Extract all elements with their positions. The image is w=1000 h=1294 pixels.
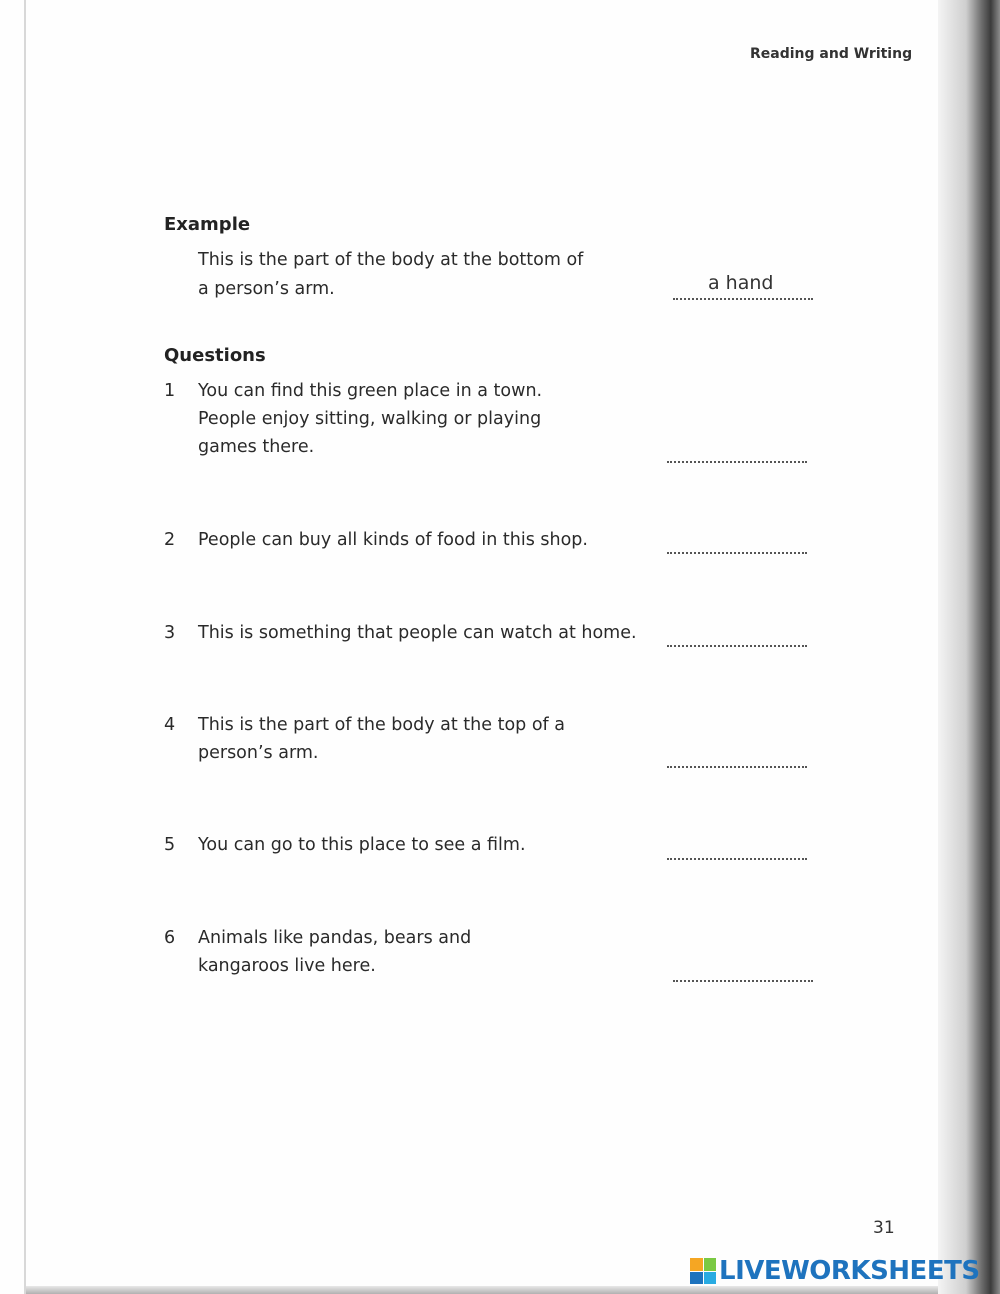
- question-3-line-1: This is something that people can watch at home.: [198, 623, 637, 643]
- example-text-line-2: a person’s arm.: [198, 279, 335, 299]
- questions-heading: Questions: [164, 345, 266, 366]
- question-1-line-1: You can find this green place in a town.: [198, 381, 543, 401]
- question-6-line-1: Animals like pandas, bears and: [198, 928, 472, 948]
- question-1-number: 1: [164, 381, 176, 401]
- book-spine-shadow: [938, 0, 1000, 1294]
- question-2-line-1: People can buy all kinds of food in this shop.: [198, 530, 588, 550]
- example-heading: Example: [164, 214, 251, 235]
- liveworksheets-logo-text: LIVEWORKSHEETS: [719, 1256, 980, 1286]
- question-4-line-2: person’s arm.: [198, 743, 319, 763]
- question-6-answer-field[interactable]: [673, 980, 813, 982]
- question-1-line-3: games there.: [198, 437, 315, 457]
- question-1-answer-field[interactable]: [667, 461, 807, 463]
- question-2-answer-field[interactable]: [667, 552, 807, 554]
- question-5-number: 5: [164, 835, 176, 855]
- liveworksheets-logo-icon: [690, 1258, 716, 1284]
- question-3-number: 3: [164, 623, 176, 643]
- question-3-answer-field[interactable]: [667, 645, 807, 647]
- example-answer: a hand: [708, 272, 774, 294]
- question-5-line-1: You can go to this place to see a film.: [198, 835, 526, 855]
- question-5-answer-field[interactable]: [667, 858, 807, 860]
- question-1-line-2: People enjoy sitting, walking or playing: [198, 409, 542, 429]
- question-4-number: 4: [164, 715, 176, 735]
- example-answer-line: [673, 298, 813, 300]
- question-2-number: 2: [164, 530, 176, 550]
- question-4-answer-field[interactable]: [667, 766, 807, 768]
- page-bottom-edge: [26, 1286, 938, 1294]
- question-6-line-2: kangaroos live here.: [198, 956, 376, 976]
- page-number: 31: [873, 1218, 895, 1238]
- question-6-number: 6: [164, 928, 176, 948]
- example-text-line-1: This is the part of the body at the bottom of: [198, 250, 584, 270]
- section-header: Reading and Writing: [750, 46, 913, 62]
- page-left-edge: [24, 0, 26, 1294]
- liveworksheets-logo[interactable]: [690, 1256, 980, 1286]
- question-4-line-1: This is the part of the body at the top of a: [198, 715, 565, 735]
